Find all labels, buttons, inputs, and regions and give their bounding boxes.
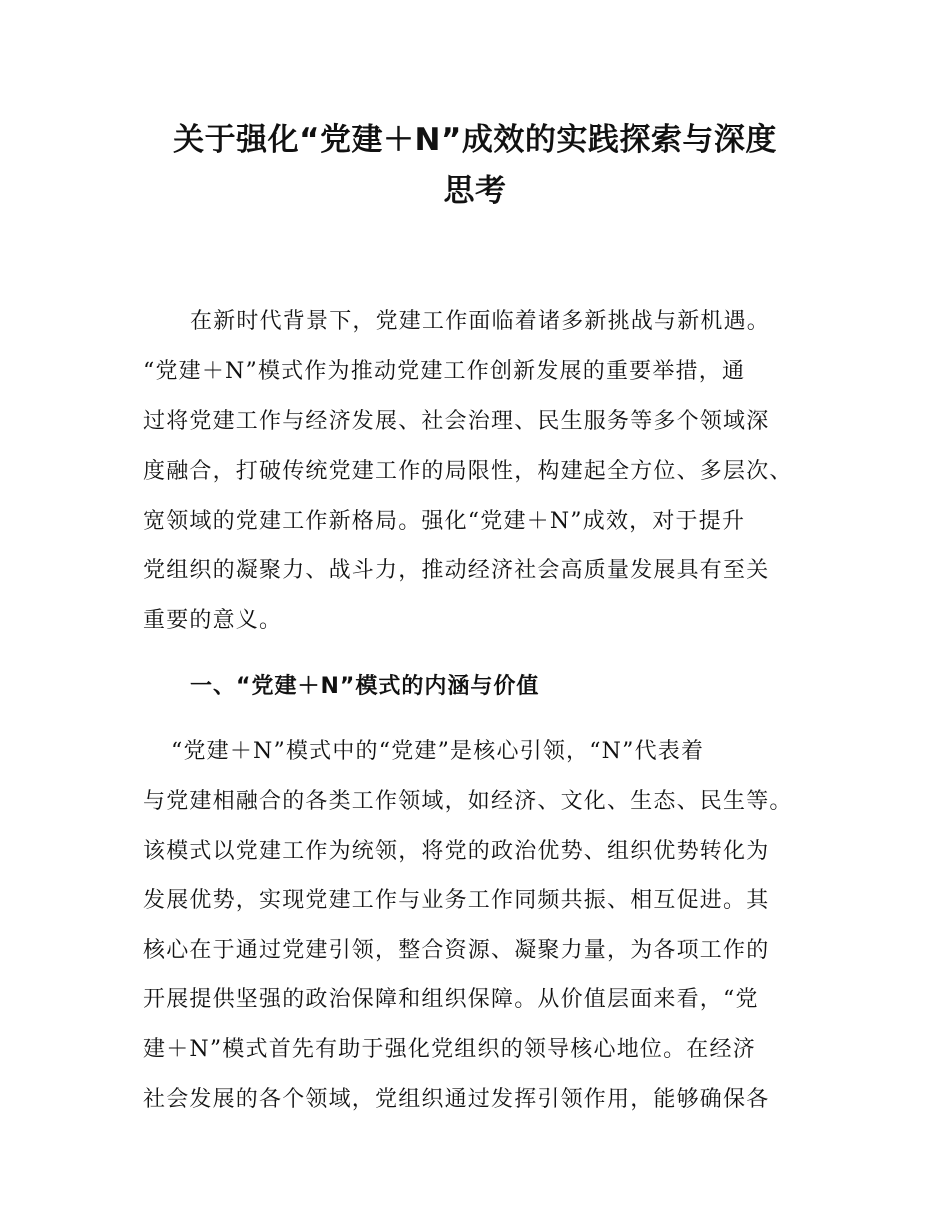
intro-paragraph-line-1: 在新时代背景下，党建工作面临着诸多新挑战与新机遇。 xyxy=(190,309,771,334)
intro-paragraph-line-3: 过将党建工作与经济发展、社会治理、民生服务等多个领域深 xyxy=(143,409,770,434)
section-1-line-6: 开展提供坚强的政治保障和组织保障。从价值层面来看，“党 xyxy=(143,987,759,1012)
intro-paragraph-line-6: 党组织的凝聚力、战斗力，推动经济社会高质量发展具有至关 xyxy=(143,558,770,583)
section-1-line-5: 核心在于通过党建引领，整合资源、凝聚力量，为各项工作的 xyxy=(143,938,770,963)
document-title-line-1: 关于强化“党建＋N”成效的实践探索与深度 xyxy=(173,122,777,158)
intro-paragraph-line-7: 重要的意义。 xyxy=(143,608,283,633)
section-1-line-4: 发展优势，实现党建工作与业务工作同频共振、相互促进。其 xyxy=(143,888,770,913)
intro-paragraph-line-2: “党建＋N”模式作为推动党建工作创新发展的重要举措，通 xyxy=(143,359,746,384)
section-1-heading: 一、“党建＋N”模式的内涵与价值 xyxy=(190,674,540,699)
document-title-line-2: 思考 xyxy=(443,173,507,209)
section-1-line-1: “党建＋N”模式中的“党建”是核心引领，“N”代表着 xyxy=(171,739,705,764)
section-1-line-3: 该模式以党建工作为统领，将党的政治优势、组织优势转化为 xyxy=(143,839,770,864)
section-1-line-2: 与党建相融合的各类工作领域，如经济、文化、生态、民生等。 xyxy=(143,789,793,814)
intro-paragraph-line-4: 度融合，打破传统党建工作的局限性，构建起全方位、多层次、 xyxy=(143,459,793,484)
section-1-line-7: 建＋N”模式首先有助于强化党组织的领导核心地位。在经济 xyxy=(143,1037,756,1062)
section-1-line-8: 社会发展的各个领域，党组织通过发挥引领作用，能够确保各 xyxy=(143,1087,770,1112)
intro-paragraph-line-5: 宽领域的党建工作新格局。强化“党建＋N”成效，对于提升 xyxy=(143,509,746,534)
